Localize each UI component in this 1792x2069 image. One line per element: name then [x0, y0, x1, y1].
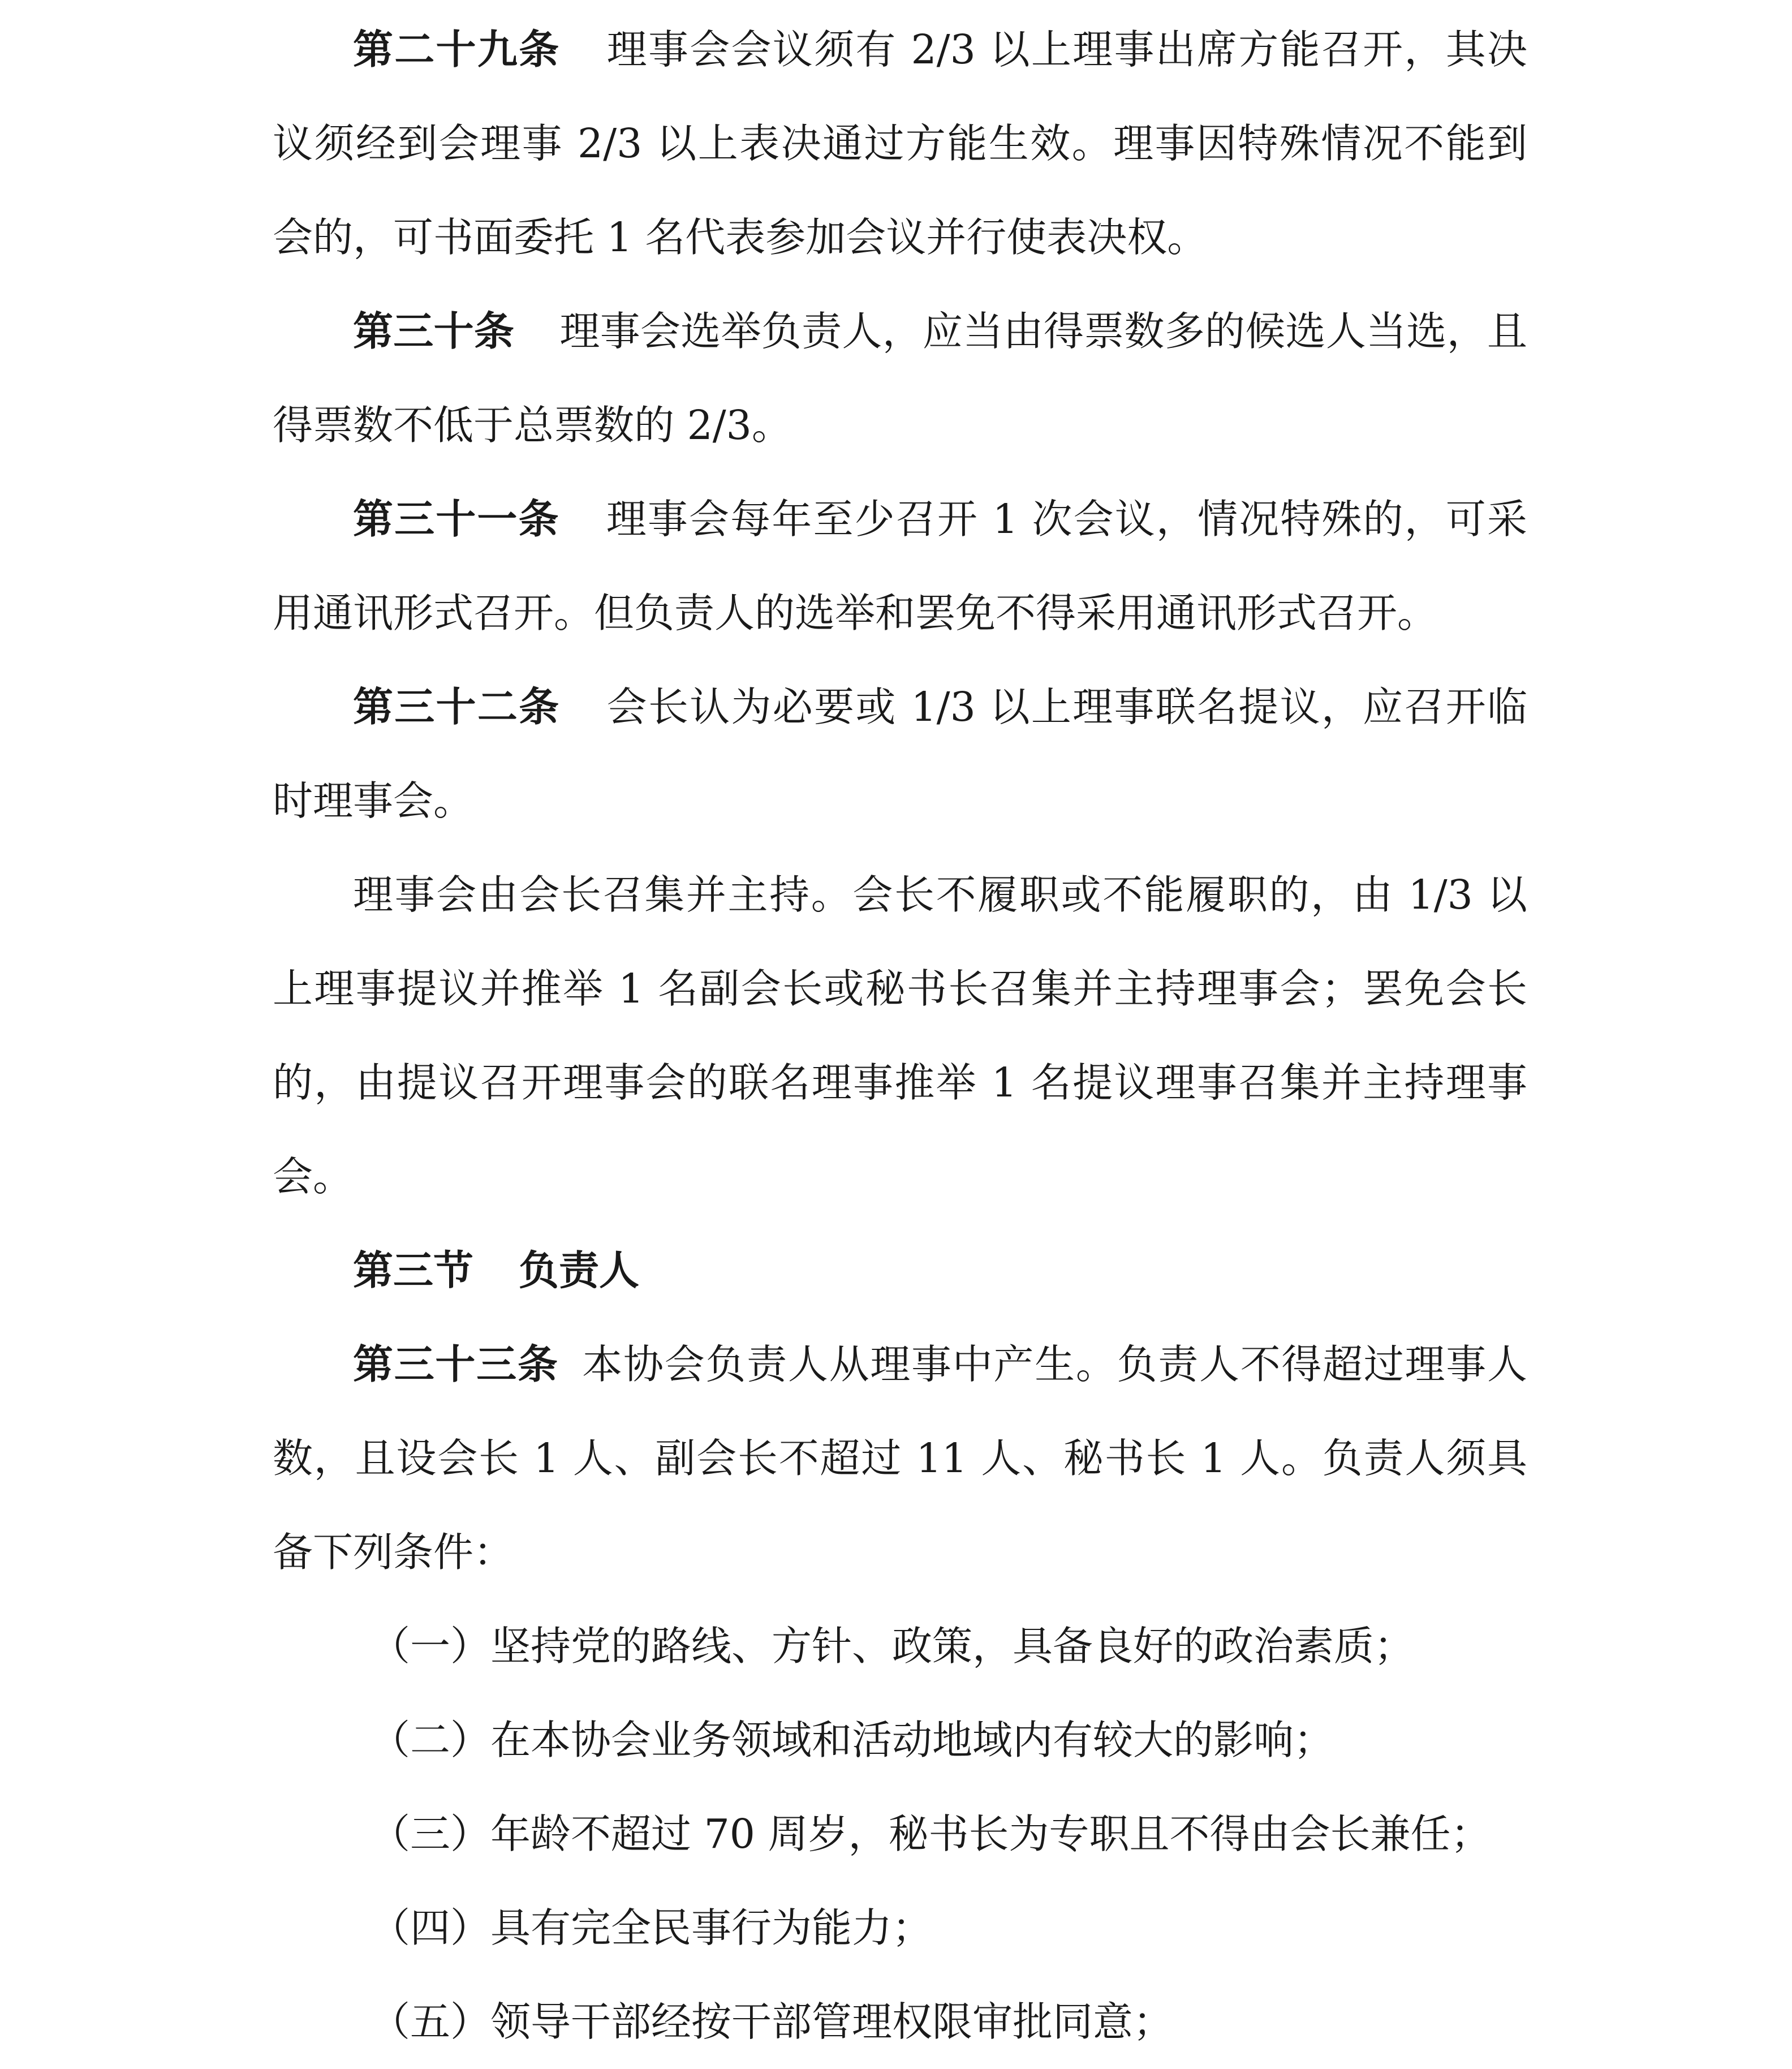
- article-32: [273, 660, 1527, 848]
- condition-item: （五）领导干部经按干部管理权限审批同意；: [370, 1998, 1174, 2045]
- article-label: 第三十三条: [353, 1341, 559, 1388]
- condition-item: （二）在本协会业务领域和活动地域内有较大的影响；: [370, 1717, 1334, 1763]
- article-label: 第三十条: [353, 308, 515, 355]
- section-number: 第三节: [353, 1247, 474, 1294]
- condition-item: （四）具有完全民事行为能力；: [370, 1904, 933, 1951]
- article-29: [273, 3, 1527, 285]
- article-30: [273, 285, 1527, 472]
- article-32-paragraph-2: [273, 848, 1527, 1224]
- section-heading: [273, 1224, 1527, 1318]
- article-31: [273, 472, 1527, 660]
- article-label: 第三十一条: [353, 496, 560, 543]
- article-text: 理事会选举负责人，应当由得票数多的候选人当选，且得票数不低于总票数的 2/3。: [273, 308, 1527, 449]
- document-body: [273, 0, 1527, 2069]
- article-text: 本协会负责人从理事中产生。负责人不得超过理事人数，且设会长 1 人、副会长不超过 11 人、秘书长 1 人。负责人须具备下列条件：: [273, 1341, 1527, 1576]
- condition-item: （三）年龄不超过 70 周岁，秘书长为专职且不得由会长兼任；: [370, 1810, 1491, 1857]
- paragraph-text: 理事会由会长召集并主持。会长不履职或不能履职的，由 1/3 以上理事提议并推举 1 名副会长或秘书长召集并主持理事会；罢免会长的，由提议召开理事会的联名理事推举 1 名提议理事召集并主持理事会。: [273, 871, 1527, 1200]
- article-text: 会长认为必要或 1/3 以上理事联名提议，应召开临时理事会。: [273, 683, 1527, 824]
- section-title: 负责人: [519, 1247, 640, 1294]
- article-label: 第二十九条: [353, 26, 561, 73]
- condition-item: （一）坚持党的路线、方针、政策，具备良好的政治素质；: [370, 1623, 1415, 1670]
- article-text: 理事会会议须有 2/3 以上理事出席方能召开，其决议须经到会理事 2/3 以上表决通过方能生效。理事因特殊情况不能到会的，可书面委托 1 名代表参加会议并行使表决权。: [273, 26, 1527, 261]
- article-label: 第三十二条: [353, 683, 561, 730]
- article-text: 理事会每年至少召开 1 次会议，情况特殊的，可采用通讯形式召开。但负责人的选举和罢免不得采用通讯形式召开。: [273, 496, 1527, 636]
- article-33: [273, 1318, 1527, 1599]
